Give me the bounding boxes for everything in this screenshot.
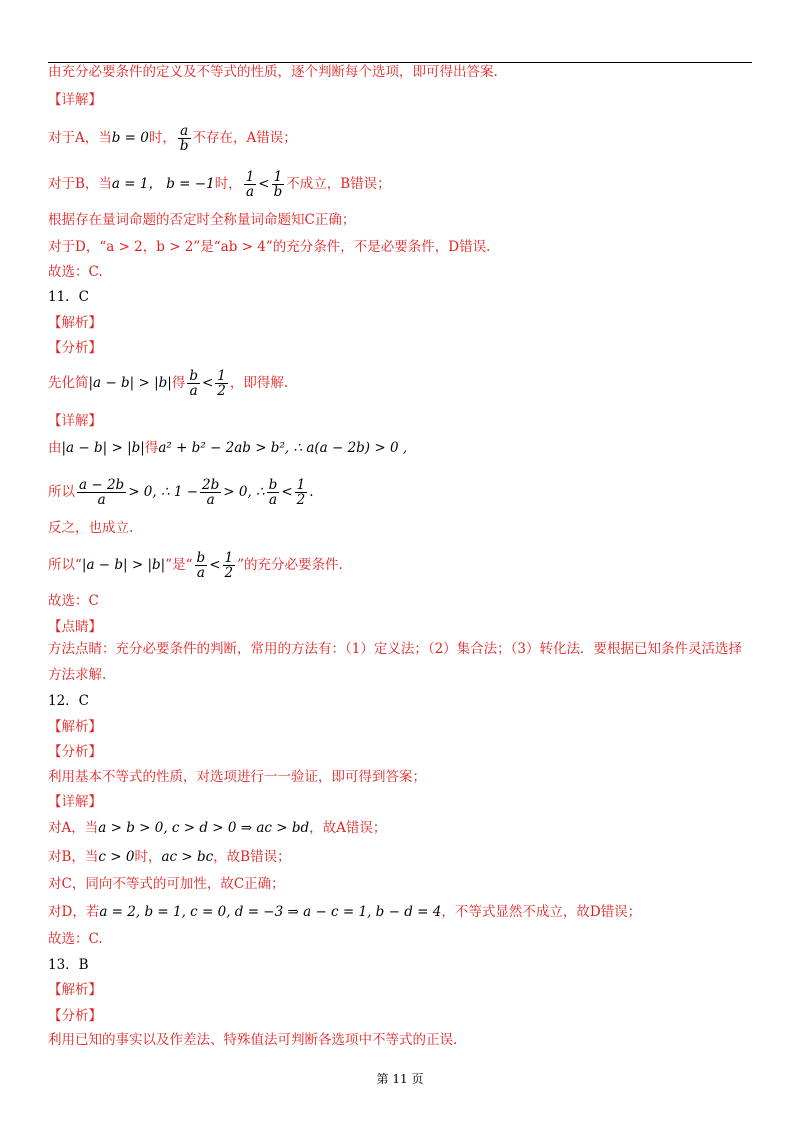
fraction [223, 551, 236, 580]
q10-analysis-text: 由充分必要条件的定义及不等式的性质，逐个判断每个选项，即可得出答案. [48, 64, 498, 80]
q12-analysis: 利用基本不等式的性质，对选项进行一一验证，即可得到答案； [48, 769, 426, 785]
math: < [209, 557, 221, 573]
text: 所以 [48, 484, 75, 500]
denominator: a [196, 565, 205, 581]
text: 对B，当 [48, 849, 99, 865]
fenxi-heading: 【分析】 [48, 340, 102, 356]
denominator: a [268, 492, 278, 508]
numerator: a − 2b [79, 477, 125, 493]
q11-analysis [48, 369, 754, 398]
denominator: a [245, 184, 255, 200]
fenxi-heading: 【分析】 [48, 744, 102, 760]
jiexi-heading: 【解析】 [48, 719, 102, 735]
math: < [258, 176, 270, 192]
math: a² + b² − 2ab > b², ∴ a(a − 2b) > 0 , [158, 440, 408, 456]
text: 对D，若 [48, 904, 100, 920]
numerator: 2b [202, 477, 220, 493]
denominator: a [206, 492, 215, 508]
numerator: 1 [272, 170, 285, 185]
text: 时， [134, 849, 162, 865]
page-number: 第 11 页 [376, 1072, 424, 1086]
denominator: b [179, 138, 189, 154]
q10-option-a [48, 124, 754, 153]
denominator: b [273, 184, 283, 200]
math: |a − b| > |b| [61, 440, 145, 456]
numerator: 1 [296, 477, 306, 493]
math: > 0, ∴ [223, 484, 265, 500]
q11-dianjing-text: 方法点睛：充分必要条件的判断，常用的方法有：（1）定义法；（2）集合法；（3）转化法．要根据已知条件灵活选择方法求解. [48, 641, 743, 683]
q12-answer: 故选：C. [48, 931, 103, 947]
math: ac > bc [161, 849, 214, 865]
numerator: b [189, 368, 198, 384]
q11-detail-line-3: 反之，也成立. [48, 520, 134, 536]
denominator: 2 [217, 383, 226, 399]
text: 由 [48, 440, 62, 456]
math: a = 1， b = −1 [111, 176, 215, 192]
text: ，不等式显然不成立，故D错误； [441, 904, 642, 920]
text: 得 [171, 375, 186, 391]
q11-detail-line-1 [48, 438, 754, 458]
text: 不存在，A错误； [192, 130, 297, 146]
text: 所以“ [48, 557, 82, 573]
fraction [244, 170, 257, 199]
numerator: a [178, 124, 191, 139]
detail-heading: 【详解】 [48, 413, 102, 429]
math: a > b > 0, c > d > 0 ⇒ ac > bd [98, 820, 310, 836]
fraction [195, 551, 208, 580]
fraction [77, 478, 126, 507]
q12-option-b [48, 847, 754, 867]
math: < [201, 375, 214, 391]
text: 对A，当 [48, 820, 99, 836]
math: b = 0 [111, 130, 149, 146]
fraction [187, 369, 200, 398]
q10-answer: 故选：C. [48, 264, 103, 280]
fraction [215, 369, 228, 398]
detail-heading: 【详解】 [48, 92, 102, 108]
numerator: 1 [224, 550, 234, 566]
q11-detail-line-2 [48, 478, 754, 507]
fraction [267, 478, 280, 507]
q11-answer: 故选：C [48, 593, 99, 609]
q10-option-b [48, 170, 754, 199]
denominator: a [97, 492, 106, 508]
math: < [281, 484, 293, 500]
text: ”的充分必要条件. [237, 557, 343, 573]
q12-option-c: 对C，同向不等式的可加性，故C正确； [48, 876, 285, 892]
q11-detail-line-4 [48, 551, 754, 580]
math: > 0, ∴ 1 − [128, 484, 199, 500]
detail-heading: 【详解】 [48, 794, 102, 810]
text: ，故B错误； [213, 849, 291, 865]
denominator: a [189, 383, 198, 399]
text: ，即得解. [229, 375, 289, 391]
fraction [200, 478, 221, 507]
math: a = 2, b = 1, c = 0, d = −3 ⇒ a − c = 1, b − d = 4 [99, 904, 442, 920]
q10-option-c: 根据存在量词命题的否定时全称量词命题知C正确； [48, 212, 356, 228]
text: 先化简 [48, 375, 89, 391]
fraction [295, 478, 308, 507]
text: 时， [214, 176, 242, 192]
q12-option-d [48, 902, 754, 922]
math: |a − b| > |b| [88, 375, 172, 391]
text: ，故A错误； [309, 820, 387, 836]
fraction [178, 124, 191, 153]
q11-heading: 11．C [48, 289, 90, 305]
denominator: 2 [224, 565, 234, 581]
numerator: b [268, 477, 278, 493]
q13-heading: 13．B [48, 957, 89, 973]
jiexi-heading: 【解析】 [48, 315, 102, 331]
numerator: b [196, 550, 206, 566]
text: 对于A，当 [48, 130, 112, 146]
fenxi-heading: 【分析】 [48, 1008, 102, 1024]
text: 得 [144, 440, 159, 456]
text: 时， [148, 130, 176, 146]
numerator: 1 [217, 368, 226, 384]
jiexi-heading: 【解析】 [48, 982, 102, 998]
numerator: 1 [245, 169, 255, 185]
q12-heading: 12．C [48, 693, 90, 709]
text: 对于B，当 [48, 176, 112, 192]
q13-analysis: 利用已知的事实以及作差法、特殊值法可判断各选项中不等式的正误. [48, 1032, 458, 1048]
math: |a − b| > |b| [81, 557, 166, 573]
math: c > 0 [98, 849, 135, 865]
q10-option-d: 对于D，“a > 2，b > 2”是“ab > 4”的充分条件，不是必要条件，D错误. [48, 239, 491, 255]
denominator: 2 [296, 492, 306, 508]
text: ”是“ [165, 557, 193, 573]
fraction [272, 170, 285, 199]
q12-option-a [48, 818, 754, 838]
text: . [309, 484, 314, 500]
dianjing-heading: 【点睛】 [48, 619, 102, 635]
text: 不成立，B错误； [286, 176, 391, 192]
